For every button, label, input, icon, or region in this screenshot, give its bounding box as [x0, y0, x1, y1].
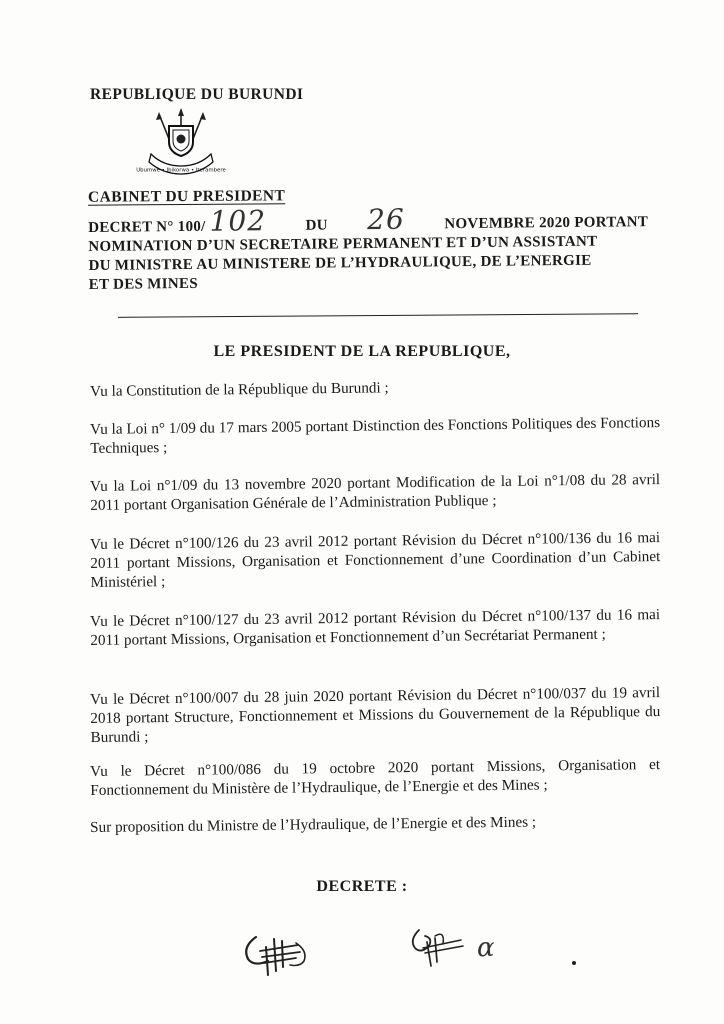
decree-title-line-2: NOMINATION D’UN SECRETAIRE PERMANENT ET D’UN ASSISTANT — [88, 233, 598, 255]
decree-number-handwritten: 102 — [209, 204, 267, 238]
consideration-8: Sur proposition du Ministre de l’Hydraulique, de l’Energie et des Mines ; — [90, 813, 537, 836]
decree-du: DU — [305, 217, 328, 234]
cabinet-header: CABINET DU PRESIDENT — [87, 187, 286, 206]
consideration-2: Vu la Loi n° 1/09 du 17 mars 2005 portant Distinction des Fonctions Politiques des Fonctions Techniques ; — [90, 414, 661, 457]
decree-number-prefix: DECRET N° 100/ — [88, 218, 206, 236]
republic-header: REPUBLIQUE DU BURUNDI — [90, 86, 304, 103]
decree-day-handwritten: 26 — [366, 202, 405, 237]
decree-title-line-4: ET DES MINES — [88, 275, 199, 293]
consideration-7: Vu le Décret n°100/086 du 19 octobre 2020 portant Missions, Organisation et Fonctionnement du Ministère de l’Hydraulique, de l’Energie et des Mines ; — [90, 756, 661, 799]
initials-alpha: α — [477, 933, 495, 963]
decree-title — [88, 202, 649, 295]
consideration-5: Vu le Décret n°100/127 du 23 avril 2012 portant Révision du Décret n°100/137 du 16 mai 2011 portant Missions, Organisation et Fonctionnement d’un Secrétariat Permanent ; — [90, 606, 661, 649]
decrete-heading: DECRETE : — [316, 878, 408, 895]
ink-dot — [572, 961, 576, 965]
consideration-6: Vu le Décret n°100/007 du 28 juin 2020 portant Révision du Décret n°100/037 du 19 avril 2018 portant Structure, Fonctionnement et Missions du Gouvernement de la République du Burundi ; — [90, 684, 661, 746]
consideration-4: Vu le Décret n°100/126 du 23 avril 2012 portant Révision du Décret n°100/136 du 16 mai 2011 portant Missions, Organisation et Fonctionnement d’une Coordination d’un Cabinet Ministériel ; — [90, 529, 661, 591]
initials-signature-2 — [405, 922, 515, 970]
separator-line — [118, 313, 638, 318]
president-heading: LE PRESIDENT DE LA REPUBLIQUE, — [213, 343, 511, 360]
consideration-3: Vu la Loi n°1/09 du 13 novembre 2020 portant Modification de la Loi n°1/08 du 28 avril 2011 portant Organisation Générale de l’Administration Publique ; — [90, 471, 661, 514]
decree-date-rest: NOVEMBRE 2020 PORTANT — [444, 214, 649, 233]
decree-title-line-3: DU MINISTRE AU MINISTERE DE L’HYDRAULIQUE, DE L’ENERGIE — [88, 252, 592, 274]
initials-signature-1 — [238, 925, 316, 980]
coat-of-arms-icon — [136, 108, 226, 178]
seal-motto: Ubumwe • Ibikorwa • Iterambere — [136, 167, 226, 174]
consideration-1: Vu la Constitution de la République du Burundi ; — [90, 379, 389, 400]
